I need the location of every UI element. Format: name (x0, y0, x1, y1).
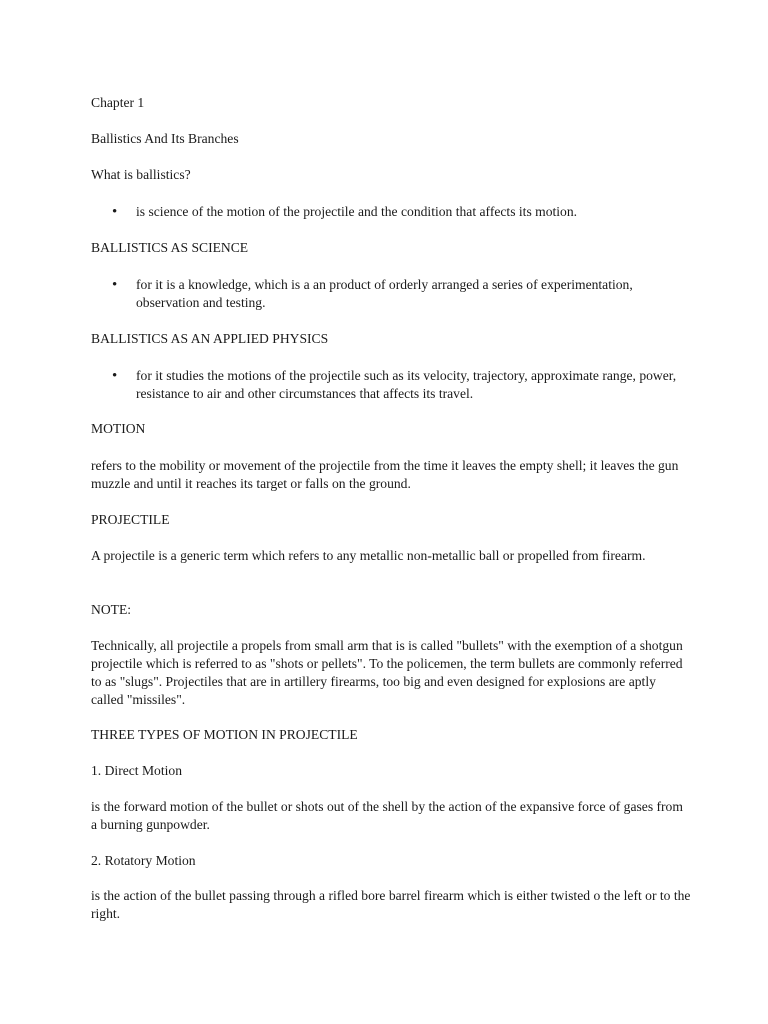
physics-heading: BALLISTICS AS AN APPLIED PHYSICS (91, 331, 329, 346)
definition-bullet (91, 203, 691, 221)
note-paragraph: Technically, all projectile a propels from small arm that is is called "bullets" with the exemption of a shotgun projectile which is referred to as "shots or pellets". To the policemen, the term bullets are commonly referred to as "slugs". Projectiles that are in artillery firearms, too big and even designed for explosions are aptly called "missiles". (91, 638, 683, 707)
bullet-text: for it studies the motions of the projectile such as its velocity, trajectory, approximate range, power, resistance to air and other circumstances that affects its travel. (136, 368, 677, 401)
bullet-marker: • (112, 368, 118, 384)
bullet-marker: • (112, 277, 118, 293)
note-heading: NOTE: (91, 602, 132, 617)
rotatory-motion-paragraph: is the action of the bullet passing through a rifled bore barrel firearm which is either twisted o the left or to the right. (91, 888, 691, 921)
motion-paragraph: refers to the mobility or movement of the projectile from the time it leaves the empty shell; it leaves the gun muzzle and until it reaches its target or falls on the ground. (91, 458, 679, 491)
question-heading: What is ballistics? (91, 167, 191, 182)
bullet-text: is science of the motion of the projectile and the condition that affects its motion. (136, 204, 578, 219)
projectile-paragraph: A projectile is a generic term which refers to any metallic non-metallic ball or propelled from firearm. (91, 548, 646, 563)
motion-heading: MOTION (91, 421, 146, 436)
bullet-text: for it is a knowledge, which is a an product of orderly arranged a series of experimentation, observation and testing. (136, 277, 633, 310)
science-heading: BALLISTICS AS SCIENCE (91, 240, 249, 255)
direct-motion-heading: 1. Direct Motion (91, 763, 182, 778)
projectile-heading: PROJECTILE (91, 512, 170, 527)
physics-bullet (91, 367, 691, 403)
direct-motion-paragraph: is the forward motion of the bullet or shots out of the shell by the action of the expansive force of gases from a burning gunpowder. (91, 799, 683, 832)
science-bullet (91, 276, 691, 312)
bullet-marker: • (112, 204, 118, 220)
rotatory-motion-heading: 2. Rotatory Motion (91, 853, 196, 868)
chapter-title: Ballistics And Its Branches (91, 131, 239, 146)
types-heading: THREE TYPES OF MOTION IN PROJECTILE (91, 727, 358, 742)
chapter-label: Chapter 1 (91, 95, 145, 110)
